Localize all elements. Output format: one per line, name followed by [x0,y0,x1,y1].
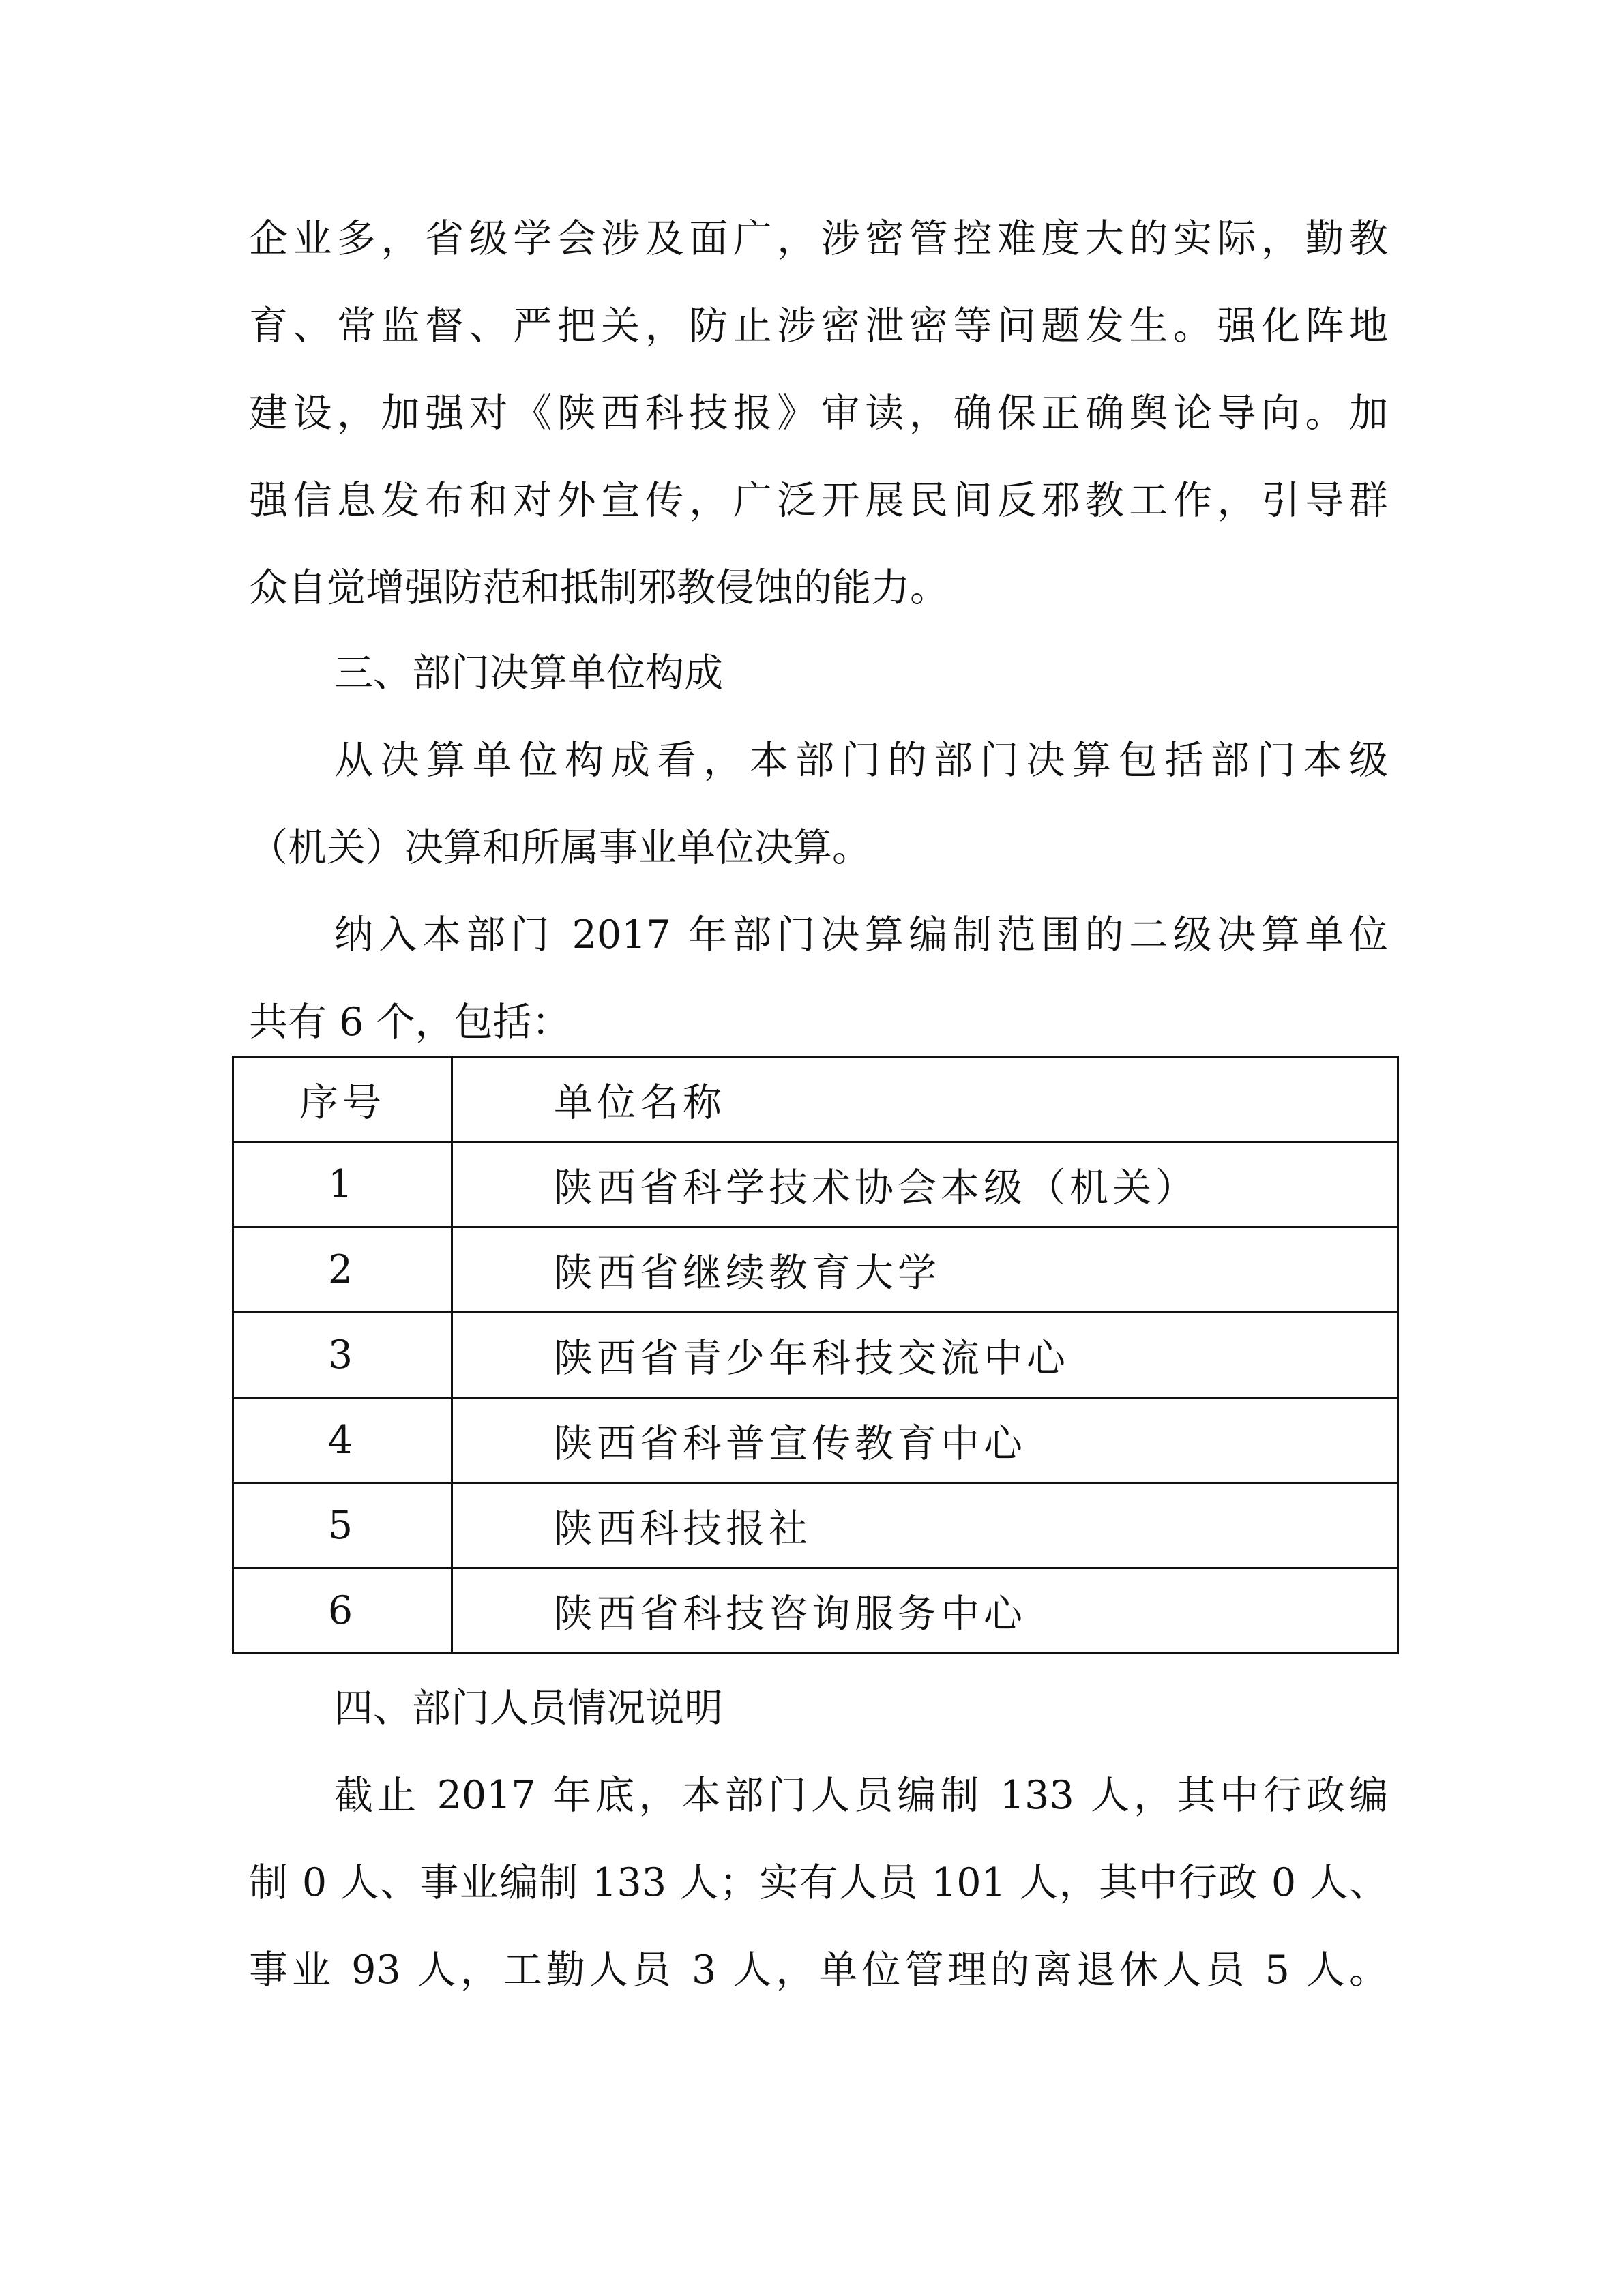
table-cell-name: 陕西省科技咨询服务中心 [452,1568,1398,1654]
section-heading: 四、部门人员情况说明 [334,1686,723,1731]
table-row [233,1227,1398,1313]
table-cell-number: 2 [233,1227,452,1313]
units-table [232,1056,1399,1654]
table-cell-number: 5 [233,1483,452,1568]
table-cell-number: 4 [233,1398,452,1483]
table-cell-number: 3 [233,1313,452,1398]
paragraph-line: （机关）决算和所属事业单位决算。 [249,825,871,870]
paragraph-line: 从决算单位构成看，本部门的部门决算包括部门本级 [334,738,1388,783]
table-header-cell: 单位名称 [452,1057,1398,1142]
table-cell-number: 6 [233,1568,452,1654]
table-cell-name: 陕西省科学技术协会本级（机关） [452,1142,1398,1227]
table-row [233,1142,1398,1227]
paragraph-line: 企业多，省级学会涉及面广，涉密管控难度大的实际，勤教 [249,216,1388,261]
paragraph-line: 众自觉增强防范和抵制邪教侵蚀的能力。 [249,565,949,610]
paragraph-line: 共有 6 个，包括： [249,1000,571,1045]
section-heading: 三、部门决算单位构成 [334,651,723,696]
paragraph-line: 截止 2017 年底，本部门人员编制 133 人，其中行政编 [334,1773,1388,1818]
table-cell-name: 陕西科技报社 [452,1483,1398,1568]
table-row [233,1483,1398,1568]
table-cell-name: 陕西省继续教育大学 [452,1227,1398,1313]
table-row [233,1313,1398,1398]
table-cell-name: 陕西省科普宣传教育中心 [452,1398,1398,1483]
paragraph-line: 事业 93 人，工勤人员 3 人，单位管理的离退休人员 5 人。 [249,1948,1388,1993]
table-cell-name: 陕西省青少年科技交流中心 [452,1313,1398,1398]
table-header-cell: 序号 [233,1057,452,1142]
table-row [233,1568,1398,1654]
table-header-row [233,1057,1398,1142]
paragraph-line: 纳入本部门 2017 年部门决算编制范围的二级决算单位 [334,912,1388,957]
paragraph-line: 育、常监督、严把关，防止涉密泄密等问题发生。强化阵地 [249,303,1388,348]
table-cell-number: 1 [233,1142,452,1227]
paragraph-line: 建设，加强对《陕西科技报》审读，确保正确舆论导向。加 [249,391,1388,436]
paragraph-line: 制 0 人、事业编制 133 人；实有人员 101 人，其中行政 0 人、 [249,1860,1388,1905]
table-row [233,1398,1398,1483]
paragraph-line: 强信息发布和对外宣传，广泛开展民间反邪教工作，引导群 [249,478,1388,523]
